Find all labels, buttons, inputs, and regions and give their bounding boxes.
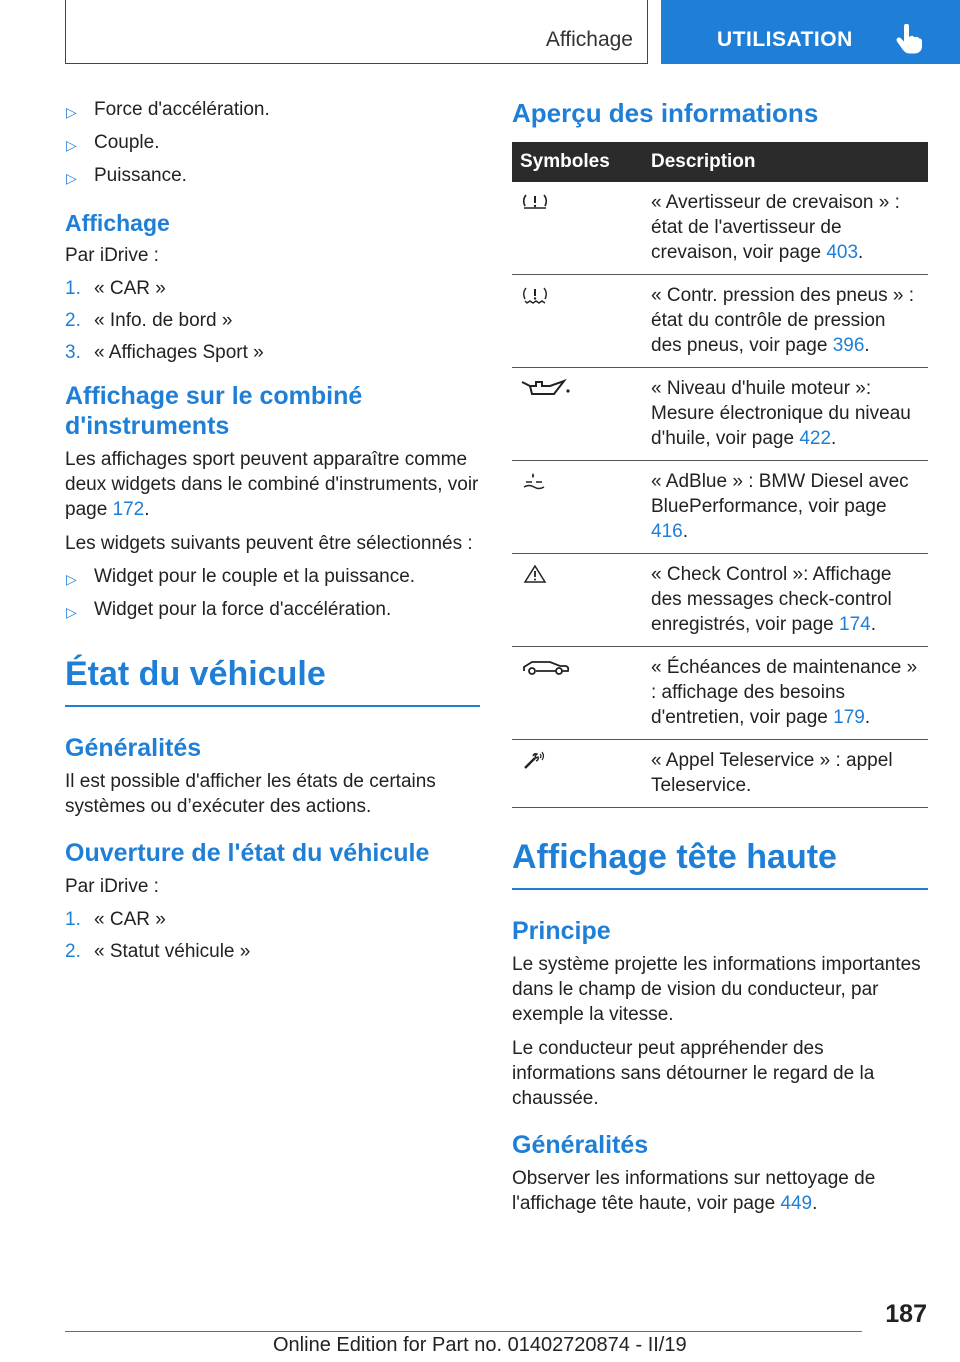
list-item: 1. « CAR »	[65, 909, 166, 930]
teleservice-wrench-icon	[520, 750, 550, 770]
affichage-steps	[65, 277, 480, 365]
combine-paragraph-2: Les widgets suivants peuvent être sélectionnés :	[65, 533, 473, 554]
page-link[interactable]: 416	[651, 521, 683, 542]
hud-generalites-heading: Généralités	[512, 1131, 649, 1159]
triangle-bullet-icon: ▷	[66, 571, 77, 587]
generalites-paragraph: Il est possible d'afficher les états de certains systèmes ou d’exécuter des actions.	[65, 771, 436, 817]
table-row	[512, 554, 928, 647]
table-row	[512, 368, 928, 461]
principe-paragraph-1: Le système projette les informations importantes dans le champ de vision du conducteur, par exemple la vitesse.	[512, 954, 921, 1025]
description-cell: « Contr. pression des pneus » : état du contrôle de pression des pneus, voir page 396.	[643, 275, 928, 368]
page-link[interactable]: 403	[826, 242, 859, 263]
page-number: 187	[885, 1300, 927, 1328]
description-cell: « Avertisseur de crevaison » : état de l'avertisseur de crevaison, voir page 403.	[643, 182, 928, 275]
affichage-heading: Affichage	[65, 210, 170, 236]
list-item: ▷ Widget pour le couple et la puissance.	[65, 565, 480, 589]
ouverture-steps	[65, 908, 480, 964]
triangle-bullet-icon: ▷	[66, 104, 77, 120]
right-column	[512, 98, 928, 1225]
pointing-hand-icon	[895, 24, 923, 54]
triangle-bullet-icon: ▷	[66, 170, 77, 186]
tire-deflation-warning-icon	[520, 192, 550, 212]
description-cell: « AdBlue » : BMW Diesel avec BluePerformance, voir page 416.	[643, 461, 928, 554]
widget-bullet-list	[65, 565, 480, 622]
table-row	[512, 275, 928, 368]
generalites-heading: Généralités	[65, 734, 202, 762]
table-row	[512, 740, 928, 808]
header-section-tab	[65, 0, 648, 64]
table-header-row	[512, 142, 928, 182]
principe-paragraph-2: Le conducteur peut appréhender des informations sans détourner le regard de la chaussée.	[512, 1038, 875, 1109]
left-column	[65, 98, 480, 972]
hud-heading: Affichage tête haute	[512, 836, 928, 890]
top-bullet-list	[65, 98, 480, 188]
list-item: 1. « CAR »	[65, 278, 166, 299]
list-item: ▷ Widget pour la force d'accélération.	[65, 598, 480, 622]
list-item: ▷ Couple.	[65, 131, 480, 155]
etat-heading: État du véhicule	[65, 653, 480, 707]
page-link[interactable]: 172	[112, 499, 145, 520]
edition-footer: Online Edition for Part no. 01402720874 - II/19	[273, 1334, 687, 1356]
tire-pressure-monitor-icon	[520, 285, 550, 305]
list-item: 2. « Statut véhicule »	[65, 941, 251, 962]
page-link[interactable]: 396	[832, 335, 865, 356]
section-label: Affichage	[545, 28, 633, 51]
footer-divider	[65, 1331, 862, 1332]
warning-triangle-icon	[520, 564, 550, 584]
symbols-table	[512, 142, 928, 808]
list-item: ▷ Force d'accélération.	[65, 98, 480, 122]
apercu-heading: Aperçu des informations	[512, 98, 819, 128]
header-chapter-tab	[661, 0, 960, 64]
list-item: 2. « Info. de bord »	[65, 310, 233, 331]
triangle-bullet-icon: ▷	[66, 604, 77, 620]
description-cell: « Check Control »: Affichage des messages check-control enregistrés, voir page 174.	[643, 554, 928, 647]
table-row	[512, 647, 928, 740]
page-link[interactable]: 422	[799, 428, 832, 449]
hud-generalites-paragraph: Observer les informations sur nettoyage de l'affichage tête haute, voir page 449.	[512, 1168, 876, 1214]
table-row	[512, 461, 928, 554]
description-cell: « Niveau d'huile moteur »: Mesure électronique du niveau d'huile, voir page 422.	[643, 368, 928, 461]
list-item: ▷ Puissance.	[65, 164, 480, 188]
oil-can-icon	[520, 378, 572, 398]
description-cell: « Échéances de maintenance » : affichage des besoins d'entretien, voir page 179.	[643, 647, 928, 740]
page-link[interactable]: 449	[780, 1193, 813, 1214]
adblue-icon	[520, 471, 550, 491]
description-cell: « Appel Teleservice » : appel Teleservice.	[643, 740, 928, 808]
column-header-symbols: Symboles	[512, 142, 643, 182]
table-row	[512, 182, 928, 275]
ouverture-intro: Par iDrive :	[65, 876, 159, 897]
column-header-description: Description	[643, 142, 928, 182]
triangle-bullet-icon: ▷	[66, 137, 77, 153]
combine-paragraph: Les affichages sport peuvent apparaître comme deux widgets dans le combiné d'instruments, voir page 172.	[65, 449, 479, 520]
combine-heading: Affichage sur le combiné d'instruments	[65, 382, 363, 440]
page-link[interactable]: 174	[839, 614, 871, 635]
page-link[interactable]: 179	[833, 707, 865, 728]
list-item: 3. « Affichages Sport »	[65, 342, 264, 363]
affichage-intro: Par iDrive :	[65, 245, 159, 266]
service-car-icon	[520, 657, 572, 677]
ouverture-heading: Ouverture de l'état du véhicule	[65, 839, 430, 867]
chapter-label: UTILISATION	[717, 28, 853, 51]
principe-heading: Principe	[512, 917, 611, 945]
